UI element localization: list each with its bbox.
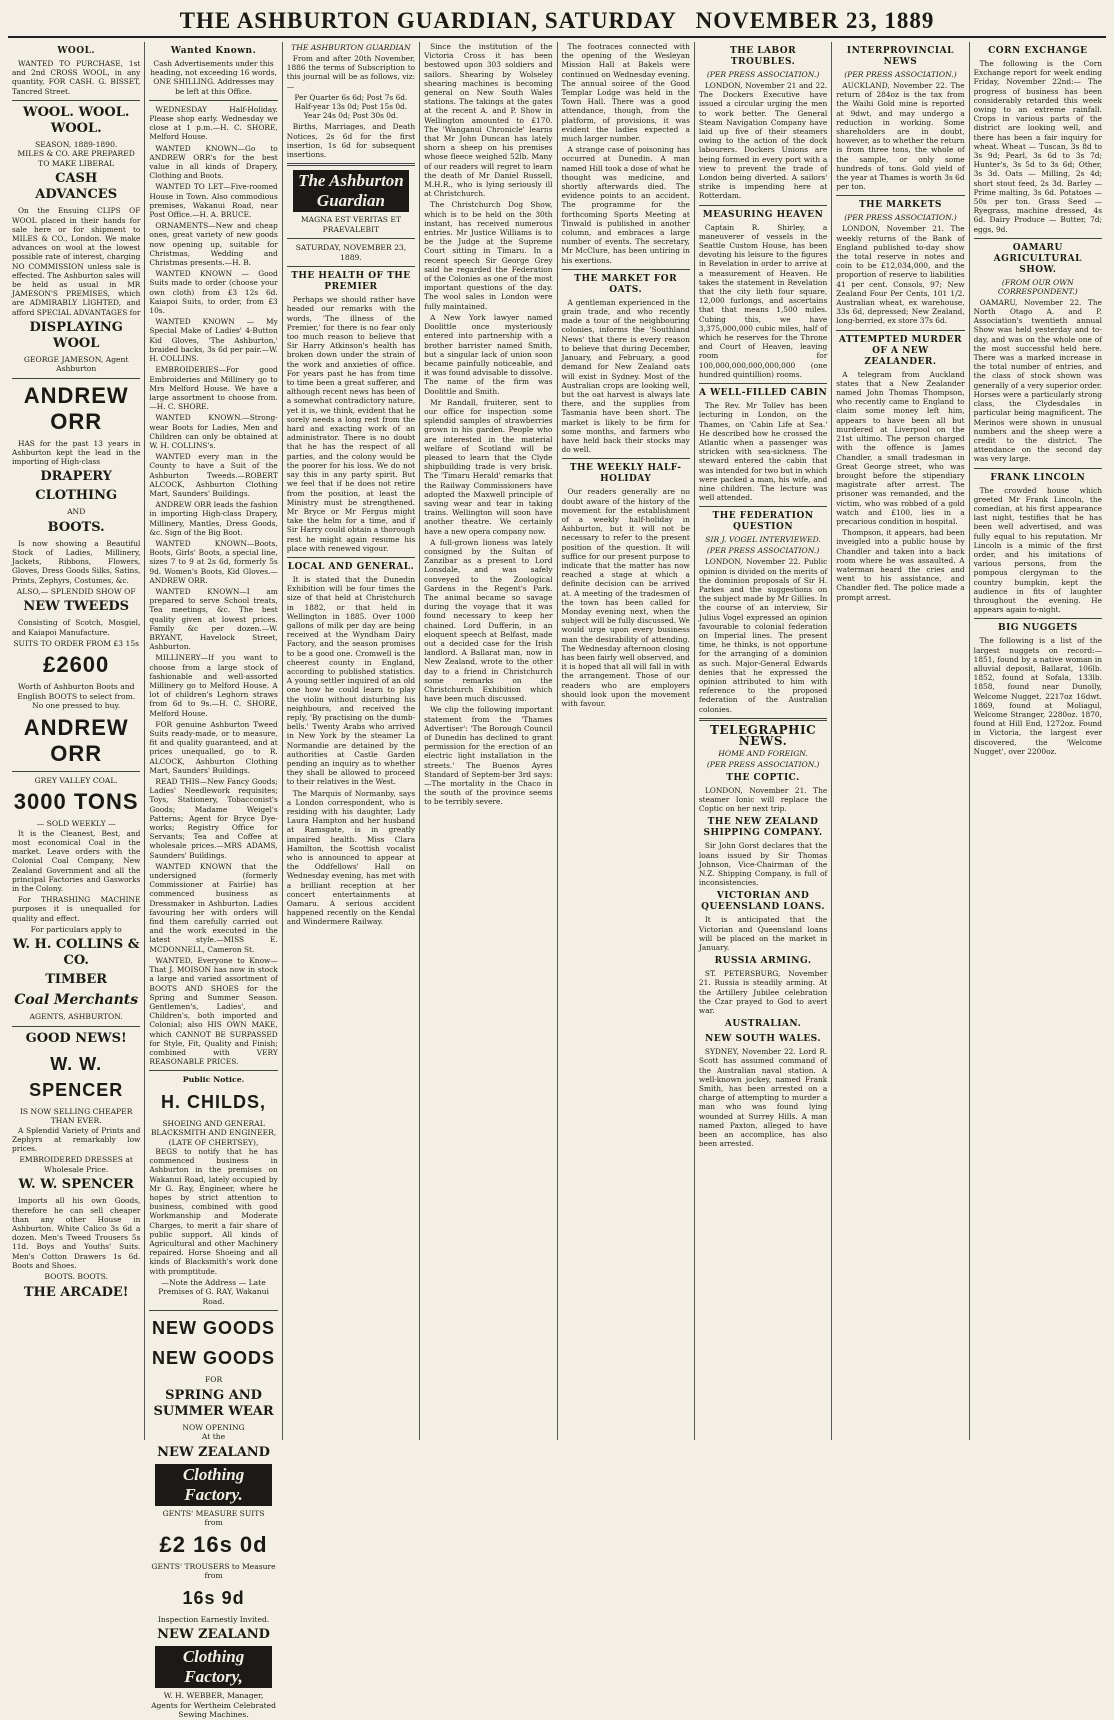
telegraphic-news-heading: TELEGRAPHIC NEWS. xyxy=(709,722,817,748)
suits-price: £2 16s 0d xyxy=(159,1531,268,1557)
loans-heading: VICTORIAN AND QUEENSLAND LOANS. xyxy=(701,891,825,913)
spencer-name: W. W. SPENCER xyxy=(29,1053,124,1100)
divider xyxy=(974,618,1102,619)
issue-date: SATURDAY, NOVEMBER 23, 1889. xyxy=(295,243,407,262)
divider xyxy=(149,100,277,101)
divider xyxy=(149,1070,277,1071)
webber-manager: W. H. WEBBER, Manager, xyxy=(163,1691,264,1701)
classified-ad-1: WEDNESDAY Half-Holiday. Please shop early. Wednesday we close at 1 p.m.—H. C. SHORE, Melford House. xyxy=(149,104,278,142)
market-oats-heading: THE MARKET FOR OATS. xyxy=(574,273,678,295)
divider xyxy=(12,100,140,101)
miles-ad: MILES & CO. ARE PREPARED TO MAKE LIBERAL xyxy=(17,149,135,168)
wool-ad: WANTED TO PURCHASE, 1st and 2nd CROSS WOOL, in any quantity, FOR CASH. G. BISSET, Tancred Street. xyxy=(12,59,141,96)
spencer-subtitle: IS NOW SELLING CHEAPER THAN EVER. xyxy=(19,1106,133,1126)
new-zealand: NEW ZEALAND xyxy=(157,1444,270,1460)
boots-boots: BOOTS. BOOTS. xyxy=(44,1272,108,1282)
labor-source: (PER PRESS ASSOCIATION.) xyxy=(706,70,820,79)
births-notice: Births, Marriages, and Death Notices, 2s 6d for the first insertion, 1s 6d for subsequent insertions. xyxy=(286,122,416,160)
divider xyxy=(836,195,964,196)
divider xyxy=(149,1310,277,1311)
for-text: FOR xyxy=(204,1375,223,1385)
timber: TIMBER xyxy=(45,972,108,988)
column-4 xyxy=(420,42,557,1440)
divider xyxy=(287,238,415,239)
classified-ad-13: MILLINERY—If you want to choose from a large stock of fashionable and well-assorted Millinery go to Melford House. A lot of children's Leghorn straws from 6d to 9s.—H. C. SHORE, Melford House. xyxy=(149,653,278,718)
new-zealand-2: NEW ZEALAND xyxy=(157,1627,270,1643)
spencer-name-2: W. W. SPENCER xyxy=(18,1177,134,1193)
coptic-body: LONDON, November 21. The steamer Ionic will replace the Coptic on her next trip. xyxy=(698,785,828,814)
good-news: GOOD NEWS! xyxy=(25,1030,127,1046)
new-tweeds: NEW TWEEDS xyxy=(23,599,130,615)
news-body-2: The Christchurch Dog Show, which is to be held on the 30th instant, has received numerous entries. Mr Justice Williams is to be the Judge at the Supreme Court sitting in Timaru. In a recent speech Sir George Grey said he regarded the Federation of the Colonies as one of the most important questions of the day. The wool sales in London were fully maintained. xyxy=(424,200,553,311)
nsw-heading: NEW SOUTH WALES. xyxy=(705,1034,821,1045)
corn-exchange-body: The following is the Corn Exchange report for week ending Friday, November 22nd:— The progress of business has been considerably retarded this week owing to an extreme rainfall. Crops in various parts of the district are looking well, and there has been a fair inquiry for wheat. Wheat — Tuscan, 3s 8d to 3s 9d; Pearl, 3s 6d to 3s 7d; Hunter's, 3s 5d to 3s 6d; Other, 3s 3d. Oats — Milling, 2s 4d; short stout feed, 2s 3d. Barley — Prime malting, 3s 6d. Potatoes — 50s per ton. Grass Seed — Ryegrass, machine dressed, 4s 6d. Dairy Produce — Butter, 7d; eggs, 9d. xyxy=(973,59,1102,234)
collins-name: W. H. COLLINS & CO. xyxy=(12,937,140,969)
big-nuggets-heading: BIG NUGGETS xyxy=(997,623,1078,634)
loans-body: It is anticipated that the Victorian and Queensland loans will be placed on the market in January. xyxy=(698,915,828,953)
classified-ad-6: WANTED KNOWN — My Special Make of Ladies' 4-Button Kid Gloves, 'The Ashburton,' braided backs, 3s 6d per pair.—W. H. COLLINS. xyxy=(149,317,278,364)
subscription-notice-heading: THE ASHBURTON GUARDIAN xyxy=(291,43,411,52)
interprovincial-heading: INTERPROVINCIAL NEWS xyxy=(846,46,954,67)
classified-ad-9: WANTED every man in the County to have a Suit of the Ashburton Tweeds.—ROBERT ALCOCK, Ashburton Clothing Mart, Saunders' Buildings. xyxy=(149,452,278,498)
filled-cabin-heading: A WELL-FILLED CABIN xyxy=(698,388,828,399)
coal-merchants: Coal Merchants xyxy=(14,992,139,1009)
russia-body: ST. PETERSBURG, November 21. Russia is steadily arming. At the Artillery Jubilee celebration the Czar prayed to God to avert war. xyxy=(698,969,828,1016)
new-goods-2: NEW GOODS xyxy=(152,1348,276,1369)
orr-body: HAS for the past 13 years in Ashburton kept the lead in the importing of High-class xyxy=(12,438,141,467)
divider xyxy=(699,506,827,507)
news-body-1: Since the institution of the Victoria Cross it has been bestowed upon 303 soldiers and sailors. Shearing by Wolseley shearing machines is becoming general on New South Wales stations. The takings at the gates at the recent A. and P. Show in Wellington amounted to £170. The 'Wanganui Chronicle' learns that Mr John Duncan has lately shorn a sheep on his premises whose fleece weighed 52lb. Many of our readers will regret to learn the death of Mr Daniel Russell, M.H.R., who is lying seriously ill at Christchurch. xyxy=(424,42,553,199)
displaying-wool: DISPLAYING WOOL xyxy=(29,319,123,351)
childs-body: BEGS to notify that he has commenced business in Ashburton in the premises on Wakanui Road, lately occupied by Mr G. Ray, Engineer, where he hopes by strict attention to business, combined with good Workmanship and Moderate Charges, to merit a fair share of public support. All kinds of Agricultural and other Machinery repaired. Horse Shoeing and all kinds of Blacksmith's work done with promptitude. xyxy=(149,1147,278,1276)
filled-cabin-body: The Rev. Mr Tollev has been lecturing in London, on the Thames, on 'Cabin Life at Sea.' He described how he crossed the Atlantic when a passenger was stricken with sea-sickness. The steward entered the cabin that was intended for two but in which were packed a man, his wife, and nine children. The lecture was well attended. xyxy=(698,401,828,503)
column-7 xyxy=(832,42,969,1440)
nsw-body: SYDNEY, November 22. Lord R. Scott has assumed command of the Australian naval station. A well-known jockey, named Frank Smith, has been arrested on a charge of attempting to murder a man who was found lying wounded at Surrey Hills. A man named Paxton, alleged to have been an accomplice, has also been arrested. xyxy=(698,1047,828,1149)
column-1 xyxy=(8,42,145,1440)
local-body: It is stated that the Dunedin Exhibition will be four times the size of that held at Christchurch in 1882, or that held in Wellington in 1885. Over 1000 gallons of milk per day are being received at the Wyndham Dairy Factory, and the season promises to be a good one. Cromwell is the cheerest county in England, according to published statistics. A young settler inquired of an old one how he could learn to play the violin without disturbing his neighbours, and received the reply, 'By practising on the dumb-bells.' Twenty Arabs who arrived in New York by the steamer La Normandie are detained by the authorities at Castle Garden pending an inquiry as to whether they shall be allowed to proceed to their relatives in the West. xyxy=(286,574,416,787)
the-arcade: THE ARCADE! xyxy=(23,1284,129,1300)
divider xyxy=(287,557,415,558)
news-body-4: Mr Randall, fruiterer, sent to our office for inspection some splendid samples of strawberries grown in his garden. People who are interested in the material welfare of Scotland will be pleased to learn that the Clyde shipbuilding trade is very brisk. The 'Timaru Herald' remarks that the Railway Commissioners have adopted the Maxwell principle of saving wear and tear in taking trains. Wellington will soon have another theatre. We certainly have a new opera company now. xyxy=(424,397,553,536)
local-general-heading: LOCAL AND GENERAL. xyxy=(287,561,415,572)
frank-lincoln-body: The crowded house which greeted Mr Frank Lincoln, the comedian, at his first appearance last night, testifies that he has been well advertised, and was fully equal to his reputation. Mr Lincoln is a mimic of the first order, and his imitations of various persons, from the pompous clergyman to the country bumpkin, kept the audience in fits of laughter throughout the evening. He appears again to-night. xyxy=(973,485,1102,615)
nz-shipping-heading: THE NEW ZEALAND SHIPPING COMPANY. xyxy=(703,817,823,839)
news-body-3: A New York lawyer named Doolittle once mysteriously entered into partnership with a brother barrister named Smith, but a singular lack of union soon became painfully noticeable, and it was found advisable to dissolve. The name of the firm was Doolittle and Smith. xyxy=(424,312,553,396)
column-2 xyxy=(145,42,282,1720)
boots: BOOTS. xyxy=(47,519,105,535)
half-holiday-body: Our readers generally are no doubt aware of the history of the movement for the establishment of a weekly half-holiday in Ashburton, but it will not be necessary to refer to the present position of the question. It will suffice for our present purpose to indicate that the matter has now reached a stage at which a definite decision can be arrived at. A meeting of the tradesmen of the town has been called for Monday evening next, when the subject will be fully discussed. We would urge upon every business man the desirability of attending. The Wednesday afternoon closing has been fairly well observed, and it is hoped that all will fall in with the arrangement. Those of our readers who are employers should look upon the movement with favour. xyxy=(561,487,690,708)
corn-exchange-heading: CORN EXCHANGE xyxy=(988,46,1088,56)
divider xyxy=(974,238,1102,239)
oamaru-source: (FROM OUR OWN CORRESPONDENT.) xyxy=(997,277,1078,296)
divider xyxy=(699,205,827,206)
big-nuggets-body: The following is a list of the largest nuggets on record:— 1851, found by a native woman in alluvial deposit, Ballarat, 106lb. 1852, found at Sofala, 133lb. 1858, found near Dunolly, Welcome Nugget, 2217oz 16dwt. 1869, found at Moliagul, Welcome Stranger, 2280oz. 1870, found at Hill End, 1272oz. Found in Victoria, the largest ever discovered, the 'Welcome Nugget', over 2200oz. xyxy=(973,636,1102,756)
no-one-pressed: No one pressed to buy. xyxy=(32,701,121,711)
markets-heading: THE MARKETS xyxy=(858,200,942,211)
threshing-text: For THRASHING MACHINE purposes it is unequalled for quality and effect. xyxy=(12,895,141,923)
attempted-murder-heading: ATTEMPTED MURDER OF A NEW ZEALANDER. xyxy=(838,334,962,367)
column-8 xyxy=(970,42,1106,1440)
inspection-invited: Inspection Earnestly Invited. xyxy=(157,1614,270,1624)
gents-trousers: GENTS' TROUSERS to Measure from xyxy=(151,1561,276,1581)
coptic-heading: THE COPTIC. xyxy=(726,772,800,783)
subscription-body: From and after 20th November, 1886 the terms of Subscription to this journal will be as follows, viz:— xyxy=(286,54,416,91)
at-the: At the xyxy=(201,1432,226,1442)
oamaru-show-heading: OAMARU AGRICULTURAL SHOW. xyxy=(993,242,1082,275)
labor-body: LONDON, November 21 and 22. The Dockers Executive have issued a circular urging the men to work better. The General Steam Navigation Company have laid up five of their steamers owing to the action of the dock labourers. Dockers Unions are being formed in every port with a view to prevent the trade of London being diverted. A sailors' strike is impending here at Rotterdam. xyxy=(698,81,828,201)
classified-ad-11: WANTED KNOWN—Boots, Boots, Girls' Boots, a special line, sizes 7 to 9 at 2s 6d, formerly 5s 9d. Women's Boots, Kid Gloves.—ANDREW ORR. xyxy=(149,538,278,585)
federation-subheading: SIR J. VOGEL INTERVIEWED. xyxy=(705,535,821,545)
tweeds-body: Consisting of Scotch, Mosgiel, and Kaiapoi Manufacture. xyxy=(12,618,141,637)
childs-note: —Note the Address — Late Premises of G. RAY, Wakanui Road. xyxy=(158,1277,269,1306)
drapery: DRAPERY xyxy=(40,469,112,485)
classified-ad-16: WANTED KNOWN that the undersigned (formerly Commissioner at Fairlie) has commenced business as Dressmaker in Ashburton. Ladies favouring her with orders will find them carefully carried out and the work executed in the latest style.—MISS E. MCDONNELL, Cameron St. xyxy=(149,861,278,954)
markets-source: (PER PRESS ASSOCIATION.) xyxy=(844,213,957,223)
sold-weekly: — SOLD WEEKLY — xyxy=(36,819,116,829)
wool-banner: WOOL. WOOL. WOOL. xyxy=(23,104,130,136)
classified-ad-8: WANTED KNOWN.—Strong-wear Boots for Ladies, Men and Children can only be obtained at W. H. COLLINS's. xyxy=(149,413,278,450)
now-opening: NOW OPENING xyxy=(182,1422,245,1432)
spencer-body-2: Imports all his own Goods, therefore he can sell cheaper than any other House in Ashburton. White Calico 3s 6d a dozen. Men's Tweed Trousers 5s 11d. Boys and Youths' Suits. Men's Cotton Drawers 1s 6d. Boots and Shoes. xyxy=(12,1196,141,1270)
childs-location: (LATE OF CHERTSEY), xyxy=(168,1137,259,1147)
attempted-murder-body-2: Thompson, it appears, had been inveigled into a public house by Chandler and taken into a back room where he was assaulted. A waterman heard the cries and went to his assistance, and Chandler fled. The police made a prompt arrest. xyxy=(836,528,965,602)
orr-body-2: Is now showing a Beautiful Stock of Ladies, Millinery, Jackets, Ribbons, Flowers, Gloves, Dress Goods Silks, Satins, Prints, Zephyrs, Costumes, &c. xyxy=(12,538,141,585)
divider xyxy=(12,1026,140,1027)
column-6 xyxy=(695,42,832,1440)
suits-to-order: SUITS TO ORDER FROM £3 15s xyxy=(13,638,140,648)
classified-ad-14: FOR genuine Ashburton Tweed Suits ready-made, or to measure, fit and quality guaranteed, and at prices unequalled, go to R. ALCOCK, Ashburton Clothing Mart, Saunders' Buildings. xyxy=(149,719,278,775)
measuring-heaven-heading: MEASURING HEAVEN xyxy=(702,209,824,220)
classified-ad-3: WANTED TO LET—Five-roomed House in Town. Also commodious premises, Wakanui Road, near Post Office.—H. A. BRUCE. xyxy=(149,182,278,220)
divider xyxy=(562,458,690,459)
russia-heading: RUSSIA ARMING. xyxy=(714,956,812,967)
divider xyxy=(12,378,140,379)
federation-heading: THE FEDERATION QUESTION xyxy=(712,511,814,533)
home-foreign: HOME AND FOREIGN. xyxy=(718,748,808,758)
grey-valley-coal: GREY VALLEY COAL. xyxy=(34,775,118,785)
new-goods-1: NEW GOODS xyxy=(152,1318,276,1339)
price-2600: £2600 xyxy=(43,652,110,678)
gents-suits: GENTS' MEASURE SUITS xyxy=(162,1508,265,1518)
trousers-price: 16s 9d xyxy=(182,1587,245,1608)
federation-source: (PER PRESS ASSOCIATION.) xyxy=(706,546,820,556)
classified-ad-10: ANDREW ORR leads the fashion in importing High-class Drapery, Millinery, Mantles, Dress Goods, &c. Sign of the Big Boot. xyxy=(149,500,278,537)
measuring-heaven-body: Captain R. Shirley, a maneuverer of vessels in the Seattle Custom House, has been devoting his leisure to the figures in Revelation in order to arrive at a measurement of Heaven. He takes the statement in Revelation that the city lieth four square, 12,000 furlongs, and ascertains that that means 1,500 miles. Cubing this, we have 3,375,000,000 cubic miles, half of which he reserves for the Throne and Court of Heaven, leaving room for 100,000,000,000,000,000 (one hundred quintillion) rooms. xyxy=(698,222,828,379)
editorial-body: Perhaps we should rather have headed our remarks with the words, 'The illness of the Premier,' for there is no fear only too much reason to believe that Sir Harry Atkinson's health has broken down under the strain of the work and anxieties of office. For years past he has from time to time been a great sufferer, and although recent news has been of a somewhat contradictory nature, yet it is, we think, evident that he sorely needs a long rest from the hard and exacting work of an administrator. There is no doubt that he has the respect of all parties, and the colony would be the poorer for his loss. We do not say this in any party spirit. But we feel that if he does not retire from the position, at least the Ministry must be strengthened. Mr Bryce or Mr Fergus might take the helm for a time, and if Sir Harry could obtain a thorough rest he might again resume his place with renewed vigour. xyxy=(286,295,416,553)
cash-body: On the Ensuing CLIPS OF WOOL placed in their hands for sale here or for shipment to MILES & CO., London. We make advances on wool at the lowest possible rate of interest, charging NO COMMISSION unless sale is effected. The Ashburton sales will be held as usual in MR JAMESON'S PREMISES, which are ADMIRABLY LIGHTED, and afford SPECIAL ADVANTAGES for xyxy=(12,206,141,317)
divider xyxy=(699,718,827,721)
agents-for: For particulars apply to xyxy=(30,924,122,934)
editorial-heading: THE HEALTH OF THE PREMIER xyxy=(291,271,411,293)
cash-ads-notice: Cash Advertisements under this heading, not exceeding 16 words, ONE SHILLING. Addresses may be left at this Office. xyxy=(150,59,277,96)
also-text: ALSO,— SPLENDID SHOW OF xyxy=(16,586,136,596)
divider xyxy=(562,269,690,270)
classified-ad-7: EMBROIDERIES—For good Embroideries and Millinery go to Mrs Melford House. We have a large assortment to choose from.—H. C. SHORE. xyxy=(149,365,278,412)
column-5 xyxy=(558,42,695,1440)
frank-lincoln-heading: FRANK LINCOLN xyxy=(990,472,1086,483)
sewing-agents: Agents for Wertheim Celebrated Sewing Machines. xyxy=(151,1700,277,1720)
divider xyxy=(699,383,827,384)
masthead-title: THE ASHBURTON GUARDIAN, SATURDAY xyxy=(179,8,677,33)
half-holiday-heading: THE WEEKLY HALF-HOLIDAY xyxy=(569,463,682,485)
masthead xyxy=(8,6,1106,38)
andrew-orr-heading: ANDREW ORR xyxy=(23,382,129,434)
public-notice-label: Public Notice. xyxy=(182,1075,245,1085)
labor-troubles-heading: THE LABOR TROUBLES. xyxy=(730,46,797,67)
wool-heading: WOOL. xyxy=(57,46,96,56)
embroidered-dresses: EMBROIDERED DRESSES at Wholesale Price. xyxy=(19,1155,133,1174)
oamaru-body: OAMARU, November 22. The North Otago A. and P. Association's twentieth annual Show was held yesterday and to-day, and was on the whole one of the most successful held here. There was a marked increase in the total number of entries, and the class of stock shown was generally of a very superior order. Horses were a particularly strong class, the Clydesdales in particular being magnificent. The Merinos were shown in unusual numbers and the sheep were a credit to the district. The attendance on the second day was very large. xyxy=(973,297,1102,464)
column-3 xyxy=(283,42,420,1440)
from-text: from xyxy=(204,1518,223,1528)
subscription-rates: Per Quarter 6s 6d; Post 7s 6d. Half-year 13s 0d; Post 15s 0d. Year 24s 0d; Post 30s 0d. xyxy=(294,92,408,121)
jameson-agent: GEORGE JAMESON, Agent Ashburton xyxy=(23,354,129,374)
paper-nameplate: The Ashburton Guardian xyxy=(293,170,409,212)
price-body: Worth of Ashburton Boots and English BOOTS to select from. xyxy=(17,682,136,701)
classified-ad-15: READ THIS—New Fancy Goods; Ladies' Needlework requisites; Toys, Stationery, Tobacconist's Goods; Madame Weigel's Patterns; Agent for Bryce Dye-works; Registry Office for Servants; Tea and Coffee at wholesale prices.—MRS ADAMS, Saunders' Buildings. xyxy=(149,777,278,860)
wool-season: SEASON, 1889-1890. xyxy=(35,139,118,149)
classified-ad-17: WANTED, Everyone to Know—That J. MOISON has now in stock a large and varied assortment of BOOTS AND SHOES for the Spring and Summer Season. Gentlemen's, Ladies', and Children's, both imported and Colonial; also HIS OWN MAKE, which CANNOT BE SURPASSED for Style, Fit, Quality and Finish; combined with VERY REASONABLE PRICES. xyxy=(149,955,278,1067)
interprovincial-body: AUCKLAND, November 22. The return of 284oz is the tax from the Waihi Gold mine is reported at 9dwt, and may undergo a reduction in working. Some shareholders are in doubt, however, as to whether the return is from three tons, the whole of the sample, or only some hundreds of tons. Gold yield of the year at Thames is worth 3s 6d per ton. xyxy=(836,81,965,192)
classified-ad-2: WANTED KNOWN—Go to ANDREW ORR's for the best value in all kinds of Drapery, Clothing and Boots. xyxy=(149,143,278,181)
telegraphic-source: (PER PRESS ASSOCIATION.) xyxy=(706,759,820,769)
paper-motto: MAGNA EST VERITAS ET PRAEVALEBIT xyxy=(300,215,402,234)
and-text: AND xyxy=(67,507,86,517)
nz-shipping-body: Sir John Gorst declares that the loans issued by Sir Thomas Johnson, Vice-Chairman of the N.Z. Shipping Company, is full of inconsistencies. xyxy=(698,841,828,888)
wanted-known-heading: Wanted Known. xyxy=(170,46,257,56)
clothing-factory-banner: Clothing Factory. xyxy=(155,1464,271,1506)
attempted-murder-body: A telegram from Auckland states that a New Zealander named John Thomas Thompson, who recently came to England to claim some money left him, appears to have been all but murdered at Liverpool on the 21st ultimo. The person charged with the offence is James Chandler, a small tradesman in Great George street, who was brought before the stipendiary magistrate after arrest. The prisoner was remanded, and the victim, who was robbed of a gold watch and £100, lies in a precarious condition in hospital. xyxy=(836,369,965,526)
market-oats-body: A gentleman experienced in the grain trade, and who recently made a tour of the neighbouring colonies, informs the 'Southland News' that there is every reason to believe that during December, January, and February, a good demand for New Zealand oats will exist in Sydney. Most of the Australian crops are looking well, but the oat harvest is always late there, and the supplies from Tasmania have been short. The market is likely to be firm for some months, and farmers who have held back their stocks may do well. xyxy=(561,297,690,455)
news-body-5: A full-grown lioness was lately consigned by the Sultan of Zanzibar as a present to Lord Lonsdale, and was safely conveyed to the Zoological Gardens in the Regent's Park. The animal became so savage during the voyage that it was found necessary to keep her chained. Lord Dufferin, in an eloquent speech at Belfast, made out a decided case for the Irish landlord. A Ballarat man, now in New Zealand, wrote to the other day to a friend in Christchurch some remarks on the Christchurch Exhibition which have been much discussed. xyxy=(424,537,553,704)
masthead-date: NOVEMBER 23, 1889 xyxy=(695,8,935,33)
3000-tons: 3000 TONS xyxy=(13,789,139,815)
cash-advances: CASH ADVANCES xyxy=(35,171,118,203)
divider xyxy=(974,468,1102,469)
federation-body: LONDON, November 22. Public opinion is divided on the merits of the dominion proposals of Sir H. Parkes and the suggestions on the subject made by Mr Gillies. In the course of an interview, Sir Julius Vogel expressed an opinion favourable to colonial federation on Imperial lines. The present time, he thinks, is not opportune for the arranging of a dominion as such. Major-General Edwards denies that he expressed the opinion attributed to him with reference to the proposed federation of the Australian colonies. xyxy=(698,557,828,714)
spencer-body: A Splendid Variety of Prints and Zephyrs at remarkably low prices. xyxy=(12,1125,141,1154)
news-body-6: We clip the following important statement from the 'Thames Advertiser': 'The Borough Council of Dunedin has declined to grant permission for the erection of an electric light installation in the streets.' The Buenos Ayres Standard of Septem-ber 3rd says:—The mortality in the Chaco in the south of the province seems to be terribly severe. xyxy=(424,705,553,807)
local-body-2: The Marquis of Normanby, says a London correspondent, who is residing with his daughter, Lady Laura Hampton and her husband at Ramsgate, is in greatly impaired health. Miss Clara Hamilton, the Scottish vocalist who is announced to appear at the Oddfellows' Hall on Wednesday evening, has met with a brilliant reception at her concert entertainments at Oamaru. A serious accident happened recently on the Kendal and Windermere Railway. xyxy=(286,788,416,927)
news-body-2: A strange case of poisoning has occurred at Dunedin. A man named Hill took a dose of what he thought was medicine, and shortly afterwards died. The evidence points to an accident. The programme for the forthcoming Sports Meeting at Tinwald is published in another column, and embraces a large number of events. The secretary, Mr McClure, has been untiring in his exertions. xyxy=(561,145,690,265)
childs-subtitle: SHOEING AND GENERAL BLACKSMITH AND ENGINEER, xyxy=(150,1118,277,1138)
childs-name: H. CHILDS, xyxy=(161,1091,267,1112)
australian-heading: AUSTRALIAN. xyxy=(724,1019,802,1030)
divider xyxy=(287,163,415,166)
classified-ad-4: ORNAMENTS—New and cheap ones, great variety of new goods now opening up, suitable for Christmas, Wedding and Christmas presents.—H. B. xyxy=(149,221,278,268)
news-body-1: The footraces connected with the opening of the Wesleyan Mission Hall at Bakels were continued on Wednesday evening. The annual soiree of the Good Templar Lodge was held in the Town Hall. There was a good attendance, though, from the platform, of provisions, it was evident the ladies expected a much larger number. xyxy=(561,42,690,144)
interprovincial-source: (PER PRESS ASSOCIATION.) xyxy=(844,70,957,79)
divider xyxy=(12,771,140,772)
classified-ad-12: WANTED KNOWN—I am prepared to serve School treats, Tea meetings, &c. The best quality given at lowest prices. Family &c per dozen.—W. BRYANT, Havelock Street, Ashburton. xyxy=(149,586,278,652)
andrew-orr-footer: ANDREW ORR xyxy=(23,714,129,766)
markets-body: LONDON, November 21. The weekly returns of the Bank of England published to-day show the total reserve in notes and coin to be £12,034,000, and the proportion of reserve to liabilities 41 per cent. Consols, 97; New Zealand Four Per Cents, 101 1/2. Australian wheat, ex warehouse, 33s 6d, depressed; New Zealand, long-berried, ex store 37s 6d. xyxy=(836,224,965,326)
clothing: CLOTHING xyxy=(35,488,118,504)
divider xyxy=(836,330,964,331)
coal-body: It is the Cleanest, Best, and most economical Coal in the market. Leave orders with the Colonial Coal Company, New Zealand Government and all the principal Factories and Gasworks in the Colony. xyxy=(12,828,141,893)
spring-summer-wear: SPRING AND SUMMER WEAR xyxy=(153,1387,274,1419)
classified-ad-5: WANTED KNOWN — Good Suits made to order (choose your own cloth) from £3 12s 6d. Kaiapoi Suits, to order, from £3 10s. xyxy=(149,269,278,316)
collins-address: AGENTS, ASHBURTON. xyxy=(29,1012,123,1022)
clothing-factory-banner-2: Clothing Factory, xyxy=(155,1646,271,1688)
divider xyxy=(287,266,415,267)
columns xyxy=(8,42,1106,1720)
